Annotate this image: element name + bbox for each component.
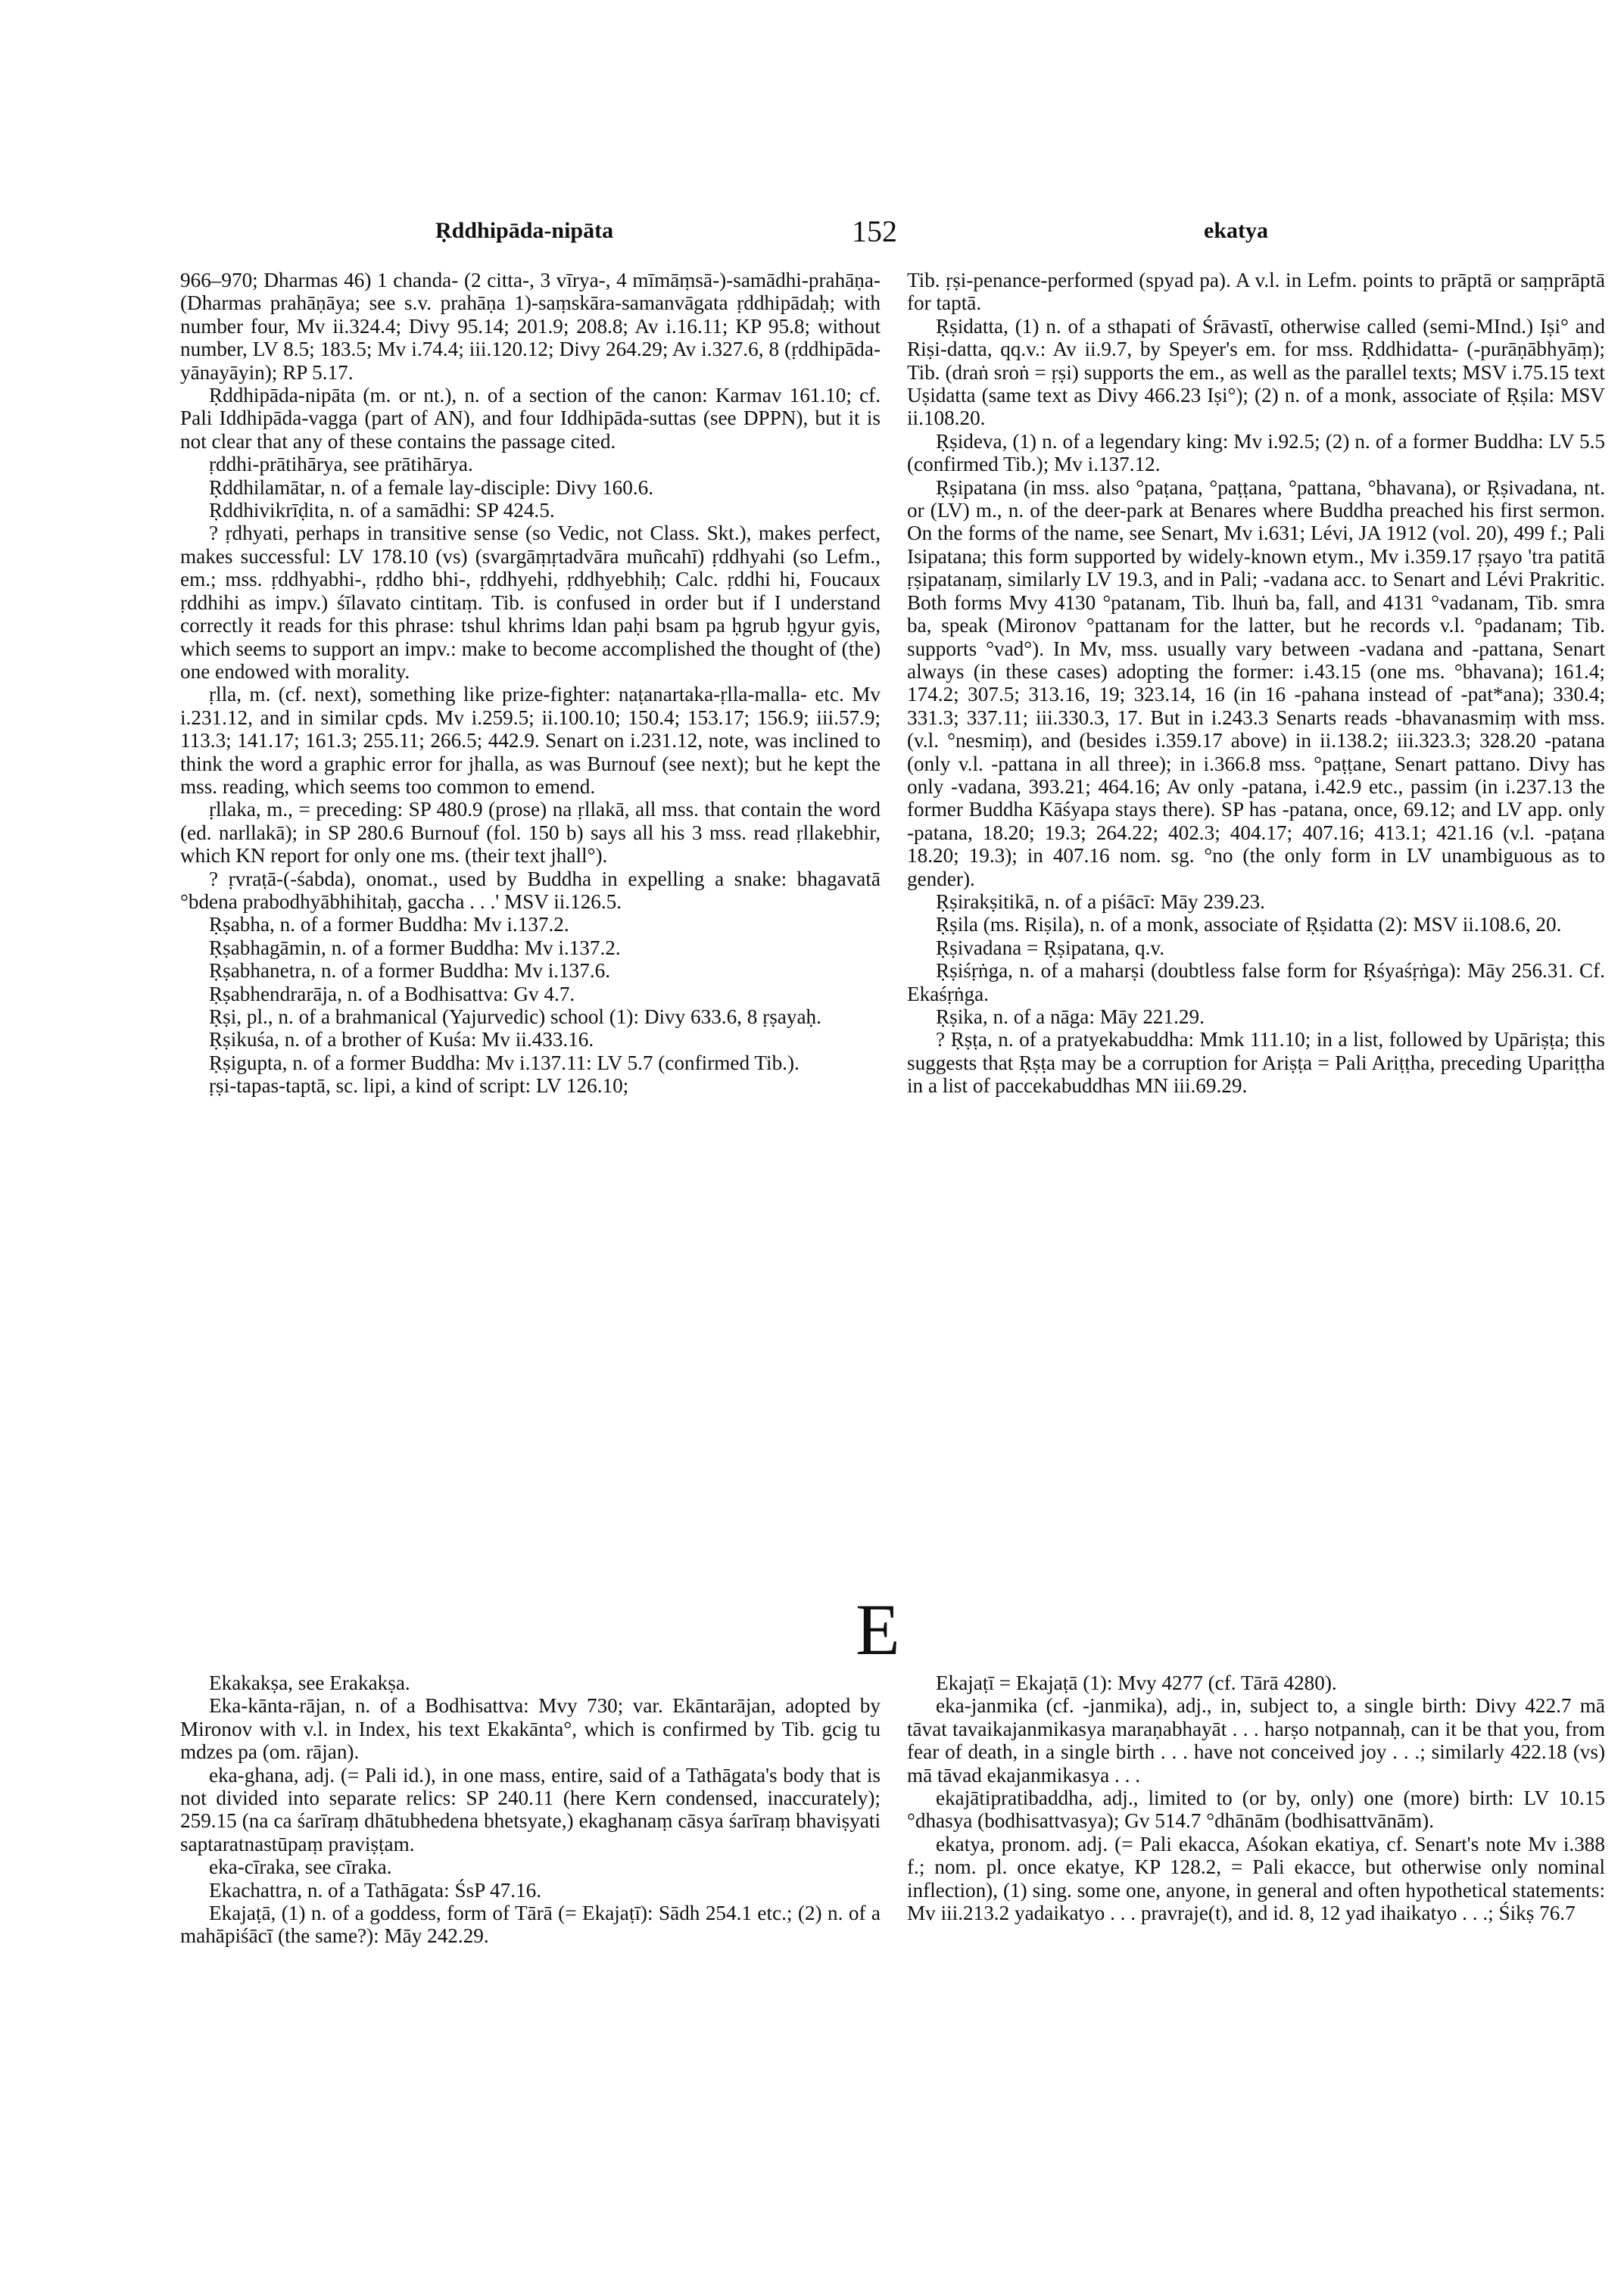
column-top-right bbox=[907, 269, 1605, 1098]
entry: Ṛṣabhendrarāja, n. of a Bodhisattva: Gv 4.7. bbox=[209, 982, 575, 1005]
entry: Ṛṣikuśa, n. of a brother of Kuśa: Mv ii.433.16. bbox=[209, 1028, 594, 1051]
section-letter: E bbox=[856, 1589, 900, 1670]
entry: ṛlla, m. (cf. next), something like prize-fighter: naṭanartaka-ṛlla-malla- etc. Mv i.231.12, and in similar cpds. Mv i.259.5; ii.100.10; 150.4; 153.17; 156.9; iii.57.9; 113.3; 141.17; 161.3; 255.11; 266.5; 442.9. Senart on i.231.12, note, was inclined to think the word a graphic error for jhalla, as was Burnouf (see next); but he kept the mss. reading, which seems too common to emend. bbox=[180, 683, 881, 798]
entry: ṛṣi-tapas-taptā, sc. lipi, a kind of script: LV 126.10; bbox=[209, 1074, 629, 1098]
entry: eka-janmika (cf. -janmika), adj., in, subject to, a single birth: Divy 422.7 mā tāvat tavaikajanmikasya maraṇabhayāt . . . harṣo notpannaḥ, can it be that you, from fear of death, in a single birth . . . have not conceived joy . . .; similarly 422.18 (vs) mā tāvad ekajanmikasya . . . bbox=[907, 1694, 1605, 1787]
entry: ṛddhi-prātihārya, see prātihārya. bbox=[209, 453, 473, 476]
entry: eka-ghana, adj. (= Pali id.), in one mass, entire, said of a Tathāgata's body that is not divided into separate relics: SP 240.11 (here Kern condensed, inaccurately); 259.15 (na ca śarīraṃ dhātubhedena bhetsyate,) ekaghanaṃ cāsya śarīraṃ bhaviṣyati saptaratnastūpaṃ praviṣṭam. bbox=[180, 1763, 881, 1855]
entry: Ṛṣivadana = Ṛṣipatana, q.v. bbox=[936, 936, 1164, 959]
entry: Ekajaṭī = Ekajaṭā (1): Mvy 4277 (cf. Tārā 4280). bbox=[936, 1671, 1337, 1694]
entry: Ṛṣipatana (in mss. also °paṭana, °paṭṭana, °pattana, °bhavana), or Ṛṣivadana, nt. or (LV) m., n. of the deer-park at Benares where Buddha preached his first sermon. On the forms of the name, see Senart, Mv i.631; Lévi, JA 1912 (vol. 20), 499 f.; Pali Isipatana; this form supported by widely-known etym., Mv i.359.17 ṛṣayo 'tra patitā ṛṣipatanaṃ, similarly LV 19.3, and in Pali; -vadana acc. to Senart and Lévi Prakritic. Both forms Mvy 4130 °patanam, Tib. lhuṅ ba, fall, and 4131 °vadanam, Tib. smra ba, speak (Mironov °pattanam for the latter, but he records v.l. °padanam; Tib. supports °vad°). In Mv, mss. usually vary between -vadana and -pattana, Senart always (in these cases) adopting the former: i.43.15 (one ms. °bhavana); 161.4; 174.2; 307.5; 313.16, 19; 323.14, 16 (in 16 -pahana instead of -pat*ana); 330.4; 331.3; 337.11; iii.330.3, 17. But in i.243.3 Senarts reads -bhavanasmiṃ with mss. (v.l. °nesmiṃ), and (besides i.359.17 above) in ii.138.2; iii.323.3; 328.20 -patana (only v.l. -pattana in all three); in i.366.8 mss. °paṭṭane, Senart pattano. Divy has only -vadana, 393.21; 464.16; Av only -patana, i.42.9 etc., passim (in i.237.13 the former Buddha Kāśyapa stays there). SP has -patana, once, 69.12; and LV app. only -patana, 18.20; 19.3; 264.22; 402.3; 404.17; 407.16; 413.1; 421.16 (v.l. -paṭana 18.20; 19.3); in 407.16 nom. sg. °no (the only form in LV unambiguous as to gender). bbox=[907, 475, 1605, 890]
entry: Ṛṣi, pl., n. of a brahmanical (Yajurvedic) school (1): Divy 633.6, 8 ṛṣayaḥ. bbox=[209, 1005, 821, 1028]
entry: eka-cīraka, see cīraka. bbox=[209, 1855, 392, 1879]
entry: ? Ṛṣṭa, n. of a pratyekabuddha: Mmk 111.10; in a list, followed by Upāriṣṭa; this suggests that Ṛṣṭa may be a corruption for Ariṣṭa = Pali Ariṭṭha, preceding Upariṭṭha in a list of paccekabuddhas MN iii.69.29. bbox=[907, 1028, 1605, 1098]
entry: Ṛṣidatta, (1) n. of a sthapati of Śrāvastī, otherwise called (semi-MInd.) Iṣi° and Riṣi-datta, qq.v.: Av ii.9.7, by Speyer's em. for mss. Ṛddhidatta- (-purāṇābhyāṃ); Tib. (draṅ sroṅ = ṛṣi) supports the em., as well as the parallel texts; MSV i.75.15 text Uṣidatta (same text as Divy 466.23 Iṣi°); (2) n. of a monk, associate of Ṛṣila: MSV ii.108.20. bbox=[907, 314, 1605, 430]
entry: Ṛddhilamātar, n. of a female lay-disciple: Divy 160.6. bbox=[209, 475, 654, 499]
entry: ekajātipratibaddha, adj., limited to (or by, only) one (more) birth: LV 10.15 °dhasya (bodhisattvasya); Gv 514.7 °dhānām (bodhisattvānām). bbox=[907, 1787, 1605, 1833]
entry: Ṛṣideva, (1) n. of a legendary king: Mv i.92.5; (2) n. of a former Buddha: LV 5.5 (confirmed Tib.); Mv i.137.12. bbox=[907, 429, 1605, 476]
column-bottom-left bbox=[180, 1671, 881, 1948]
entry: Ṛddhipāda-nipāta (m. or nt.), n. of a section of the canon: Karmav 161.10; cf. Pali Iddhipāda-vagga (part of AN), and four Iddhipāda-suttas (see DPPN), but it is not clear that any of these contains the passage cited. bbox=[180, 384, 881, 453]
column-top-left bbox=[180, 269, 881, 1098]
entry: Ṛṣabha, n. of a former Buddha: Mv i.137.2. bbox=[209, 913, 569, 936]
entry: Eka-kānta-rājan, n. of a Bodhisattva: Mvy 730; var. Ekāntarājan, adopted by Mironov with v.l. in Index, his text Ekakānta°, which is confirmed by Tib. gcig tu mdzes pa (om. rājan). bbox=[180, 1694, 881, 1764]
entry: Ṛṣabhanetra, n. of a former Buddha: Mv i.137.6. bbox=[209, 959, 611, 983]
entry: Ekajaṭā, (1) n. of a goddess, form of Tārā (= Ekajaṭī): Sādh 254.1 etc.; (2) n. of a mahāpiśācī (the same?): Māy 242.29. bbox=[180, 1902, 881, 1948]
entry: ekatya, pronom. adj. (= Pali ekacca, Aśokan ekatiya, cf. Senart's note Mv i.388 f.; nom. pl. once ekatye, KP 128.2, = Pali ekacce, but otherwise only nominal inflection), (1) sing. some one, anyone, in general and often hypothetical statements: Mv iii.213.2 yadaikatyo . . . pravraje(t), and id. 8, 12 yad ihaikatyo . . .; Śikṣ 76.7 bbox=[907, 1832, 1605, 1925]
entry: ? ṛdhyati, perhaps in transitive sense (so Vedic, not Class. Skt.), makes perfect, makes successful: LV 178.10 (vs) (svargāṃṛtadvāra muñcahī) ṛddhyahi (so Lefm., em.; mss. ṛddhyabhi-, ṛddho bhi-, ṛddhyehi, ṛddhyebhiḥ; Calc. ṛddhi hi, Foucaux ṛddhihi as impv.) śīlavato cintitaṃ. Tib. is confused in order but if I understand correctly it reads for this phrase: tshul khrims ldan paḥi bsam pa ḥgrub ḥgyur gyis, which seems to support an impv.: make to become accomplished the thought of (the) one endowed with morality. bbox=[180, 522, 881, 683]
entry: Ṛṣiśṛṅga, n. of a maharṣi (doubtless false form for Ṛśyaśṛṅga): Māy 256.31. Cf. Ekaśṛṅga. bbox=[907, 959, 1605, 1005]
page-number: 152 bbox=[852, 214, 897, 248]
running-head-right: ekatya bbox=[1204, 218, 1268, 243]
entry: Ekachattra, n. of a Tathāgata: ŚsP 47.16. bbox=[209, 1878, 542, 1902]
entry: Ṛṣabhagāmin, n. of a former Buddha: Mv i.137.2. bbox=[209, 936, 621, 959]
entry: Ṛṣigupta, n. of a former Buddha: Mv i.137.11: LV 5.7 (confirmed Tib.). bbox=[209, 1051, 800, 1074]
running-head-left: Ṛddhipāda-nipāta bbox=[435, 218, 614, 243]
entry: ? ṛvraṭā-(-śabda), onomat., used by Buddha in expelling a snake: bhagavatā °bdena prabodhyābhihitaḥ, gaccha . . .' MSV ii.126.5. bbox=[180, 867, 881, 913]
column-bottom-right bbox=[907, 1671, 1605, 1924]
entry: 966–970; Dharmas 46) 1 chanda- (2 citta-, 3 vīrya-, 4 mīmāṃsā-)-samādhi-prahāṇa- (Dharmas prahāṇāya; see s.v. prahāṇa 1)-saṃskāra-samanvāgata ṛddhipādaḥ; with number four, Mv ii.324.4; Divy 95.14; 201.9; 208.8; Av i.16.11; KP 95.8; without number, LV 8.5; 183.5; Mv i.74.4; iii.120.12; Divy 264.29; Av i.327.6, 8 (ṛddhipāda-yānayāyin); RP 5.17. bbox=[180, 269, 881, 384]
entry: Ekakakṣa, see Erakakṣa. bbox=[209, 1671, 410, 1694]
entry: Ṛṣirakṣitikā, n. of a piśācī: Māy 239.23. bbox=[936, 889, 1265, 913]
entry: ṛllaka, m., = preceding: SP 480.9 (prose) na ṛllakā, all mss. that contain the word (ed. narllakā); in SP 280.6 Burnouf (fol. 150 b) says all his 3 mss. read ṛllakebhir, which KN report for only one ms. (their text jhall°). bbox=[180, 798, 881, 868]
entry: Ṛṣila (ms. Riṣila), n. of a monk, associate of Ṛṣidatta (2): MSV ii.108.6, 20. bbox=[936, 913, 1562, 936]
entry: Ṛddhivikrīḍita, n. of a samādhi: SP 424.5. bbox=[209, 499, 555, 522]
entry: Tib. ṛṣi-penance-performed (spyad pa). A v.l. in Lefm. points to prāptā or saṃprāptā for taptā. bbox=[907, 269, 1605, 315]
entry: Ṛṣika, n. of a nāga: Māy 221.29. bbox=[936, 1005, 1205, 1028]
